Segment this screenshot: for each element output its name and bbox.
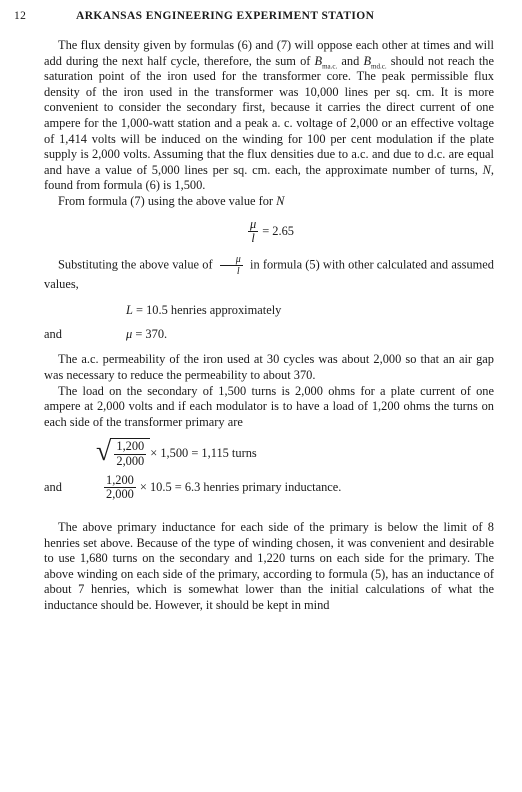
equation-rhs: = 2.65 <box>262 223 294 238</box>
p1-text-e: should not reach the saturation point of the iron used for the transformer core. The peak permissible flux density of the iron used in the transformer was 10,000 lines per sq. cm. It is more convenient to consider the secondary first, because it carries the direct current of one ampere for the 1,000-watt station and a peak a. c. voltage of 2,000 or an effective voltage of 1,414 volts will be induced on the winding for 100 per cent modulation if the plate supply is 2,000 volts. Assuming that the flux densities due to a.c. and due to d.c. are equal and have a value of 5,000 lines per sq. cm. each, the approximate number of turns, <box>44 53 494 177</box>
sub-mdc: md.c. <box>371 62 387 71</box>
fraction-numerator: μ <box>249 216 257 231</box>
fraction-denominator: l <box>236 265 240 277</box>
equation-primary-inductance <box>44 474 494 502</box>
fraction-denominator: l <box>251 231 255 246</box>
equation-rhs: × 1,500 = 1,115 turns <box>150 445 257 460</box>
fraction-mu-l <box>248 218 258 246</box>
fraction-numerator: 1,200 <box>106 472 134 487</box>
fraction-1200-2000 <box>114 440 146 468</box>
equation-expr <box>126 327 494 343</box>
equation-rhs: = 370. <box>135 326 168 341</box>
fraction-1200-2000 <box>104 474 136 502</box>
fraction-numerator: 1,200 <box>116 439 145 454</box>
radical-sign: √ <box>96 436 112 468</box>
fraction-denominator: 2,000 <box>116 454 145 469</box>
p3-text-a: Substituting the above value of <box>58 257 216 272</box>
paragraph-formula-7 <box>44 194 494 210</box>
paragraph-primary-inductance: The above primary inductance for each side of the primary is below the limit of 8 henries set above. Because of the type of winding chosen, it was convenient and desirable to use 1,680 turns on the secondary and 1,220 turns on each side for the primary. The above winding on each side of the primary, according to formula (5), has an inductance of about 7 henries, which is somewhat lower than the initial calculations of what the inductance should be. However, it should be kept in mind <box>44 519 494 612</box>
fraction-denominator: 2,000 <box>106 487 134 502</box>
var-N: N <box>276 193 285 208</box>
equation-mu-over-l <box>44 218 494 246</box>
square-root <box>96 438 150 468</box>
p1-text-a: The flux density given by formulas (6) and (7) will oppose each other at times and will add during the next half cycle, therefore, the sum of <box>44 38 494 68</box>
page-number: 12 <box>14 10 27 22</box>
equation-expr <box>126 303 494 319</box>
p2-text: From formula (7) using the above value for <box>58 193 277 208</box>
var-N: N <box>482 162 491 177</box>
paragraph-ac-permeability: The a.c. permeability of the iron used at 30 cycles was about 2,000 so that an air gap was necessary to reduce the permeability to about 370. <box>44 352 494 382</box>
var-B: B <box>363 53 372 68</box>
var-mu: μ <box>126 326 133 341</box>
p3-text-b: in formula (5) with other calculated and assumed values, <box>44 257 494 291</box>
equation-lead: and <box>44 480 62 494</box>
equation-turns <box>44 438 494 468</box>
var-B: B <box>314 53 323 68</box>
equation-rhs: × 10.5 = 6.3 henries primary inductance. <box>139 480 342 494</box>
equation-permeability <box>44 324 494 344</box>
equation-inductance <box>44 300 494 320</box>
running-title: ARKANSAS ENGINEERING EXPERIMENT STATION <box>76 10 375 22</box>
fraction-mu-l-inline <box>220 254 243 277</box>
p1-text-g: , found from formula (6) is 1,500. <box>44 162 494 193</box>
paragraph-load-secondary: The load on the secondary of 1,500 turns is 2,000 ohms for a plate current of one ampere at 2,000 volts and if each modulator is to have a load of 1,200 ohms the turns on each side of the transformer primary are <box>44 383 494 429</box>
equation-rhs: = 10.5 henries approximately <box>136 302 282 317</box>
paragraph-substituting <box>44 254 494 293</box>
radicand <box>110 438 150 468</box>
body-text <box>44 38 494 614</box>
var-L: L <box>126 302 133 317</box>
fraction-numerator: μ <box>220 254 243 266</box>
sub-mac: ma.c. <box>322 62 338 71</box>
p1-text-c: and <box>337 53 364 68</box>
paragraph-flux-density <box>44 38 494 194</box>
equation-lead: and <box>44 326 62 341</box>
